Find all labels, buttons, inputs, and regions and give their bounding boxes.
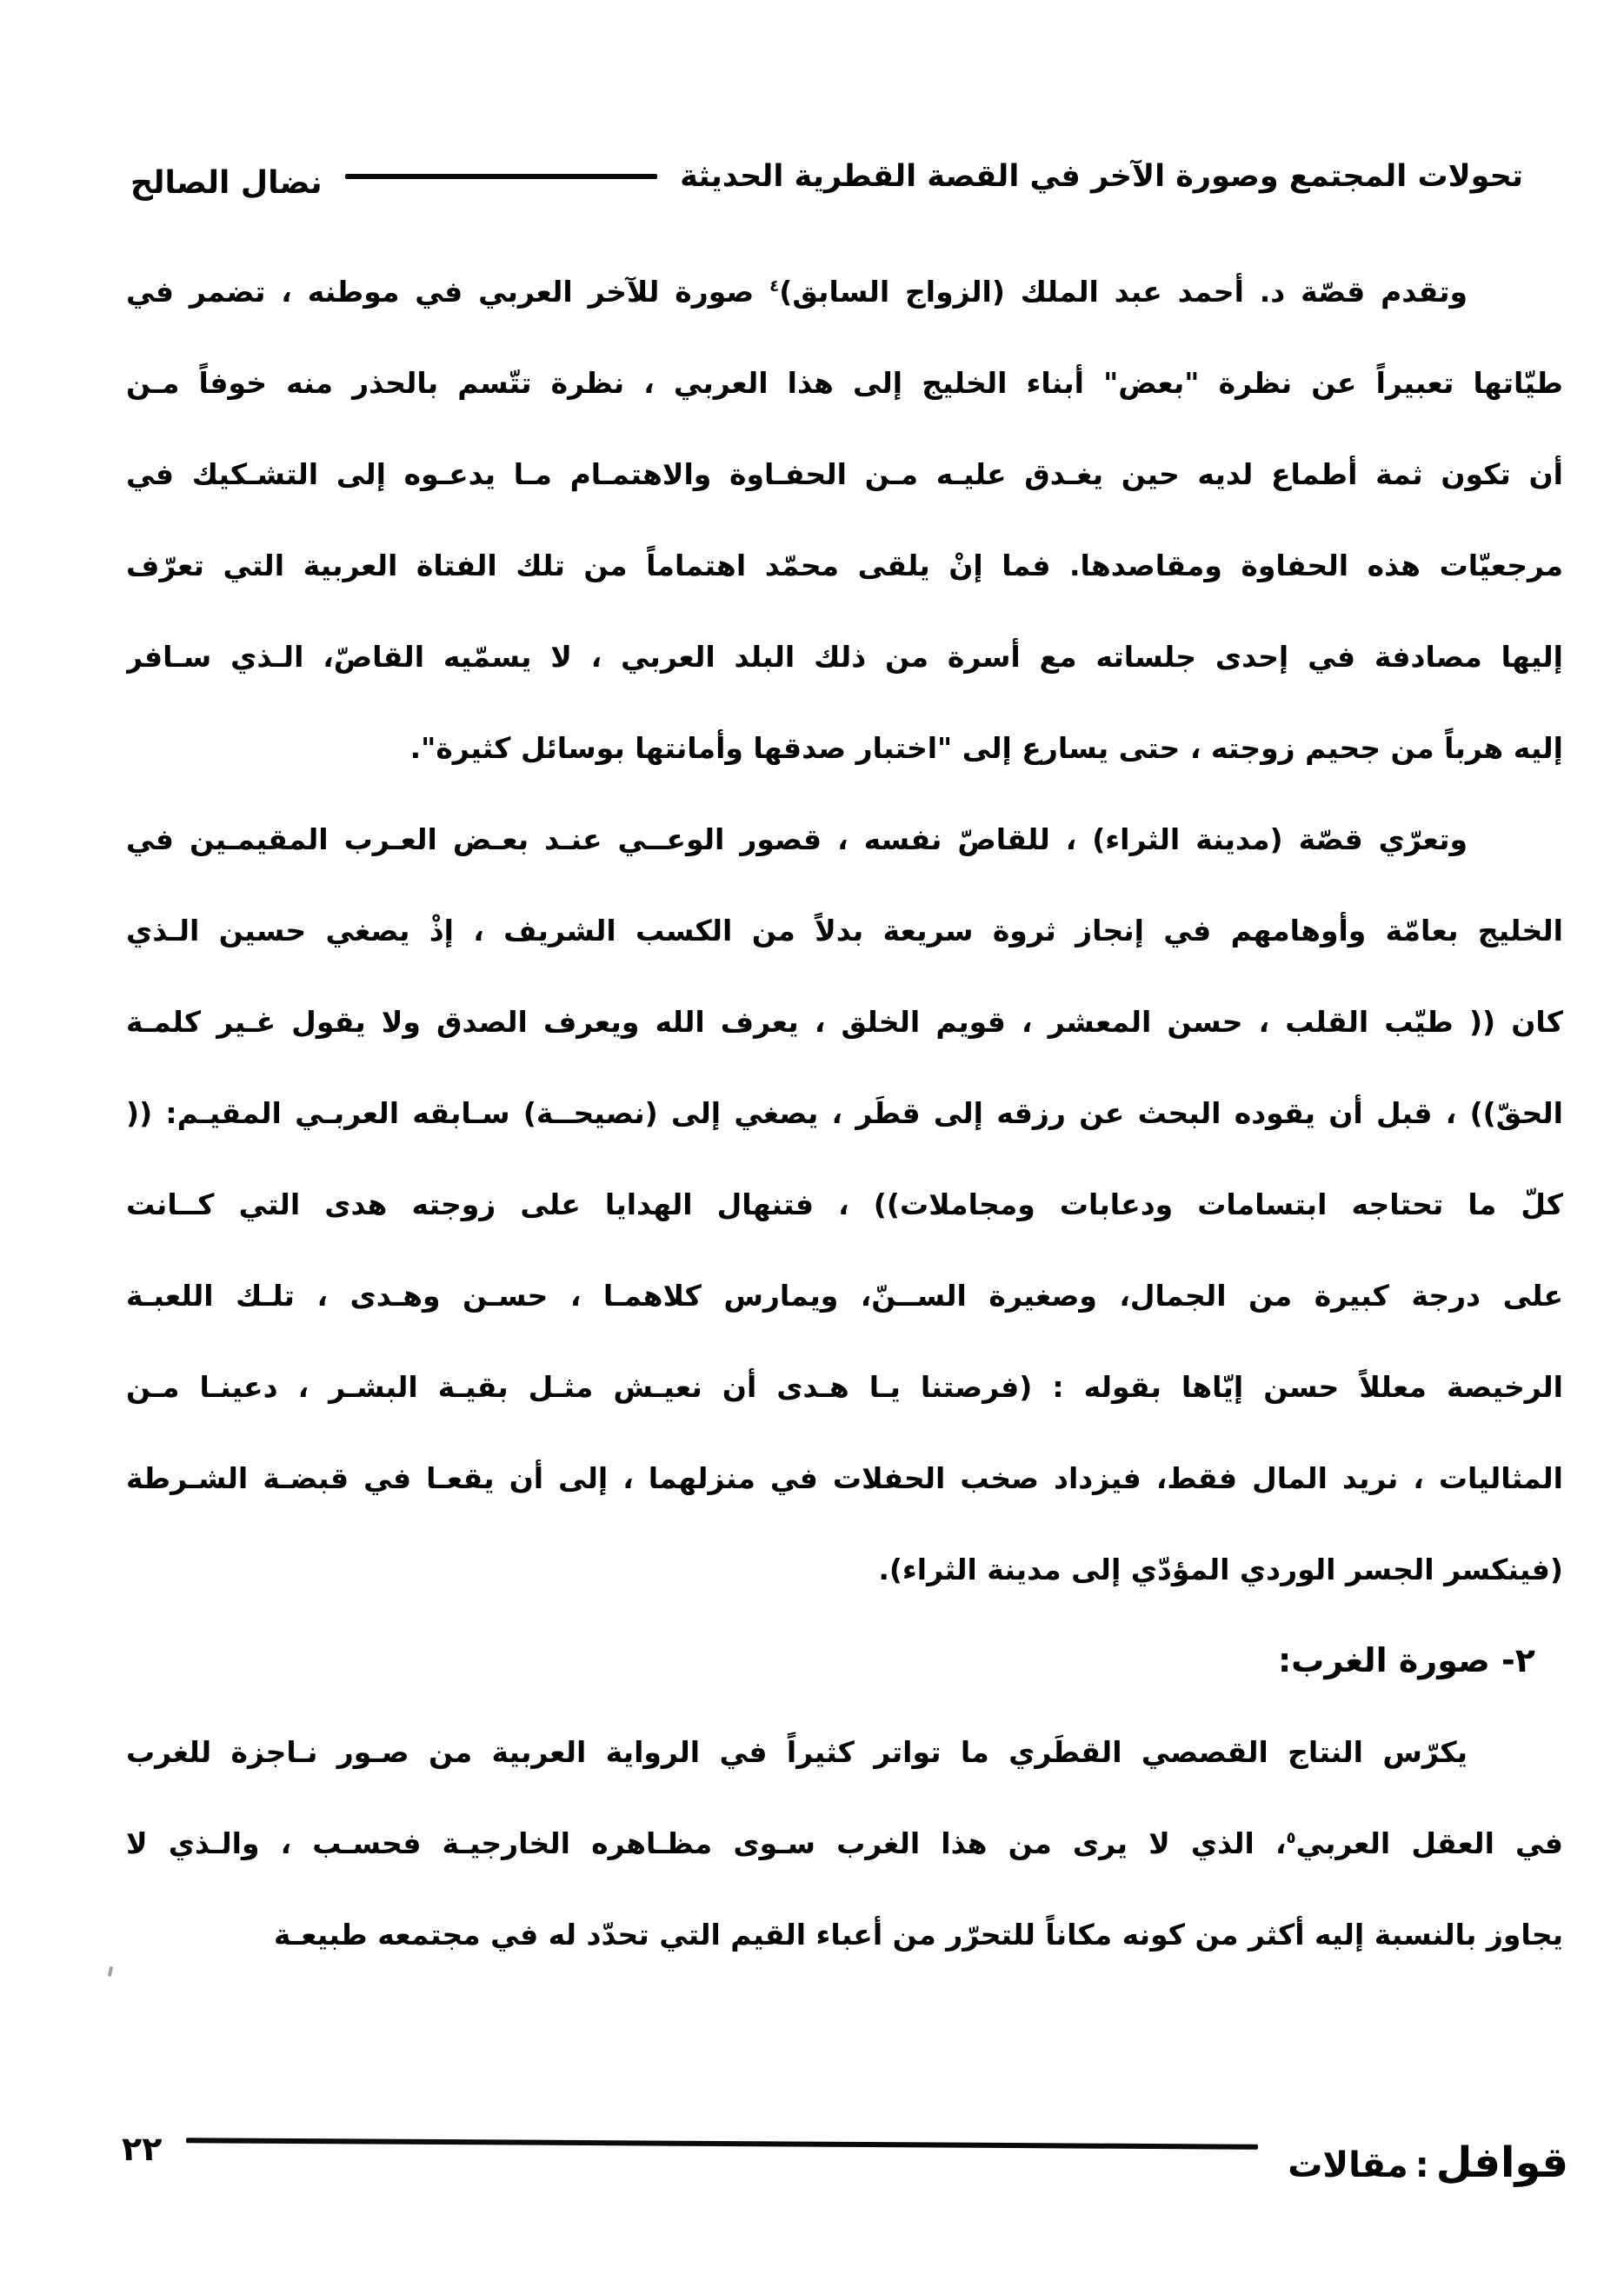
footnote-marker-5: ٥ — [1286, 1829, 1296, 1847]
body-line: على درجة كبيرة من الجمال، وصغيرة الســنّ، ويمارس كلاهمـا ، حسـن وهـدى ، تلـك اللعبـة — [126, 1279, 1563, 1313]
body-line: الرخيصة معللاً حسن إيّاها بقوله : (فرصتنا يـا هـدى أن نعيـش مثـل بقيـة البشـر ، دعينـا مـن — [126, 1370, 1563, 1404]
journal-section: مقالات — [1288, 2145, 1408, 2185]
line-text: وتقدم قصّة د. أحمد عبد الملك (الزواج السابق) — [779, 275, 1468, 309]
section-heading: ٢- صورة الغرب: — [1277, 1641, 1535, 1679]
page-header — [130, 139, 1523, 214]
journal-name: قوافل — [1435, 2138, 1568, 2187]
article-body — [126, 246, 1563, 1980]
body-line: الحقّ)) ، قبل أن يقوده البحث عن رزقه إلى قطَر ، يصغي إلى (نصيحــة) سـابقه العربـي المقيـم: (( — [126, 1096, 1563, 1130]
body-line: يكرّس النتاج القصصي القطَري ما تواتر كثيراً في الرواية العربية من صـور نـاجزة للغرب — [126, 1735, 1468, 1769]
line-text: ، الذي لا يرى من هذا الغرب سـوى مظـاهره الخارجيـة فحسـب ، والـذي لا — [126, 1826, 1287, 1860]
body-line — [126, 246, 1563, 337]
body-line: إليها مصادفة في إحدى جلساته مع أسرة من ذلك البلد العربي ، لا يسمّيه القاصّ، الـذي سـافر — [126, 640, 1563, 674]
page-number: ٢٢ — [122, 2130, 163, 2168]
page-footer — [122, 2104, 1568, 2199]
footer-rule — [186, 2138, 1258, 2150]
body-line-paragraph-end: إليه هرباً من جحيم زوجته ، حتى يسارع إلى "اختبار صدقها وأمانتها بوسائل كثيرة". — [409, 731, 1563, 765]
body-line: الخليج بعامّة وأوهامهم في إنجاز ثروة سريعة بدلاً من الكسب الشريف ، إذْ يصغي حسين الـذي — [126, 914, 1563, 948]
line-text: صورة للآخر العربي في موطنه ، تضمر في — [126, 275, 770, 309]
body-line-paragraph-end: يجاوز بالنسبة إليه أكثر من كونه مكاناً للتحرّر من أعباء القيم التي تحدّد له في مجتمعه طبيعـة — [273, 1918, 1563, 1952]
body-line: مرجعيّات هذه الحفاوة ومقاصدها. فما إنْ يلقى محمّد اهتماماً من تلك الفتاة العربية التي تعرّف — [126, 549, 1563, 582]
article-title: تحولات المجتمع وصورة الآخر في القصة القطرية الحديثة — [680, 159, 1523, 194]
header-rule — [345, 174, 658, 179]
body-line: كان (( طيّب القلب ، حسن المعشر ، قويم الخلق ، يعرف الله ويعرف الصدق ولا يقول غـير كلمـة — [126, 1005, 1563, 1039]
footnote-marker-4: ٤ — [769, 277, 780, 296]
body-line-paragraph-end: (فينكسر الجسر الوردي المؤدّي إلى مدينة الثراء). — [878, 1553, 1563, 1586]
body-line: أن تكون ثمة أطماع لديه حين يغـدق عليـه مـن الحفـاوة والاهتمـام مـا يدعـوه إلى التشـكيك في — [126, 457, 1563, 491]
journal-brand — [1288, 2138, 1568, 2187]
brand-separator: : — [1414, 2145, 1429, 2185]
body-line: المثاليات ، نريد المال فقط، فيزداد صخب الحفلات في منزلهما ، إلى أن يقعـا في قبضـة الشـرطة — [126, 1461, 1563, 1495]
body-line: كلّ ما تحتاجه ابتسامات ودعابات ومجاملات)) ، فتنهال الهدايا على زوجته هدى التي كــانت — [126, 1187, 1563, 1221]
body-line: طيّاتها تعبيراً عن نظرة "بعض" أبناء الخليج إلى هذا العربي ، نظرة تتّسم بالحذر منه خوفاً مـن — [126, 366, 1563, 400]
body-line: وتعرّي قصّة (مدينة الثراء) ، للقاصّ نفسه ، قصور الوعــي عنـد بعـض العـرب المقيمـين في — [126, 822, 1468, 856]
body-line — [126, 1798, 1563, 1889]
scan-speck — [108, 1966, 113, 1978]
line-text: في العقل العربي — [1295, 1826, 1563, 1860]
author-name: نضال الصالح — [130, 164, 323, 201]
